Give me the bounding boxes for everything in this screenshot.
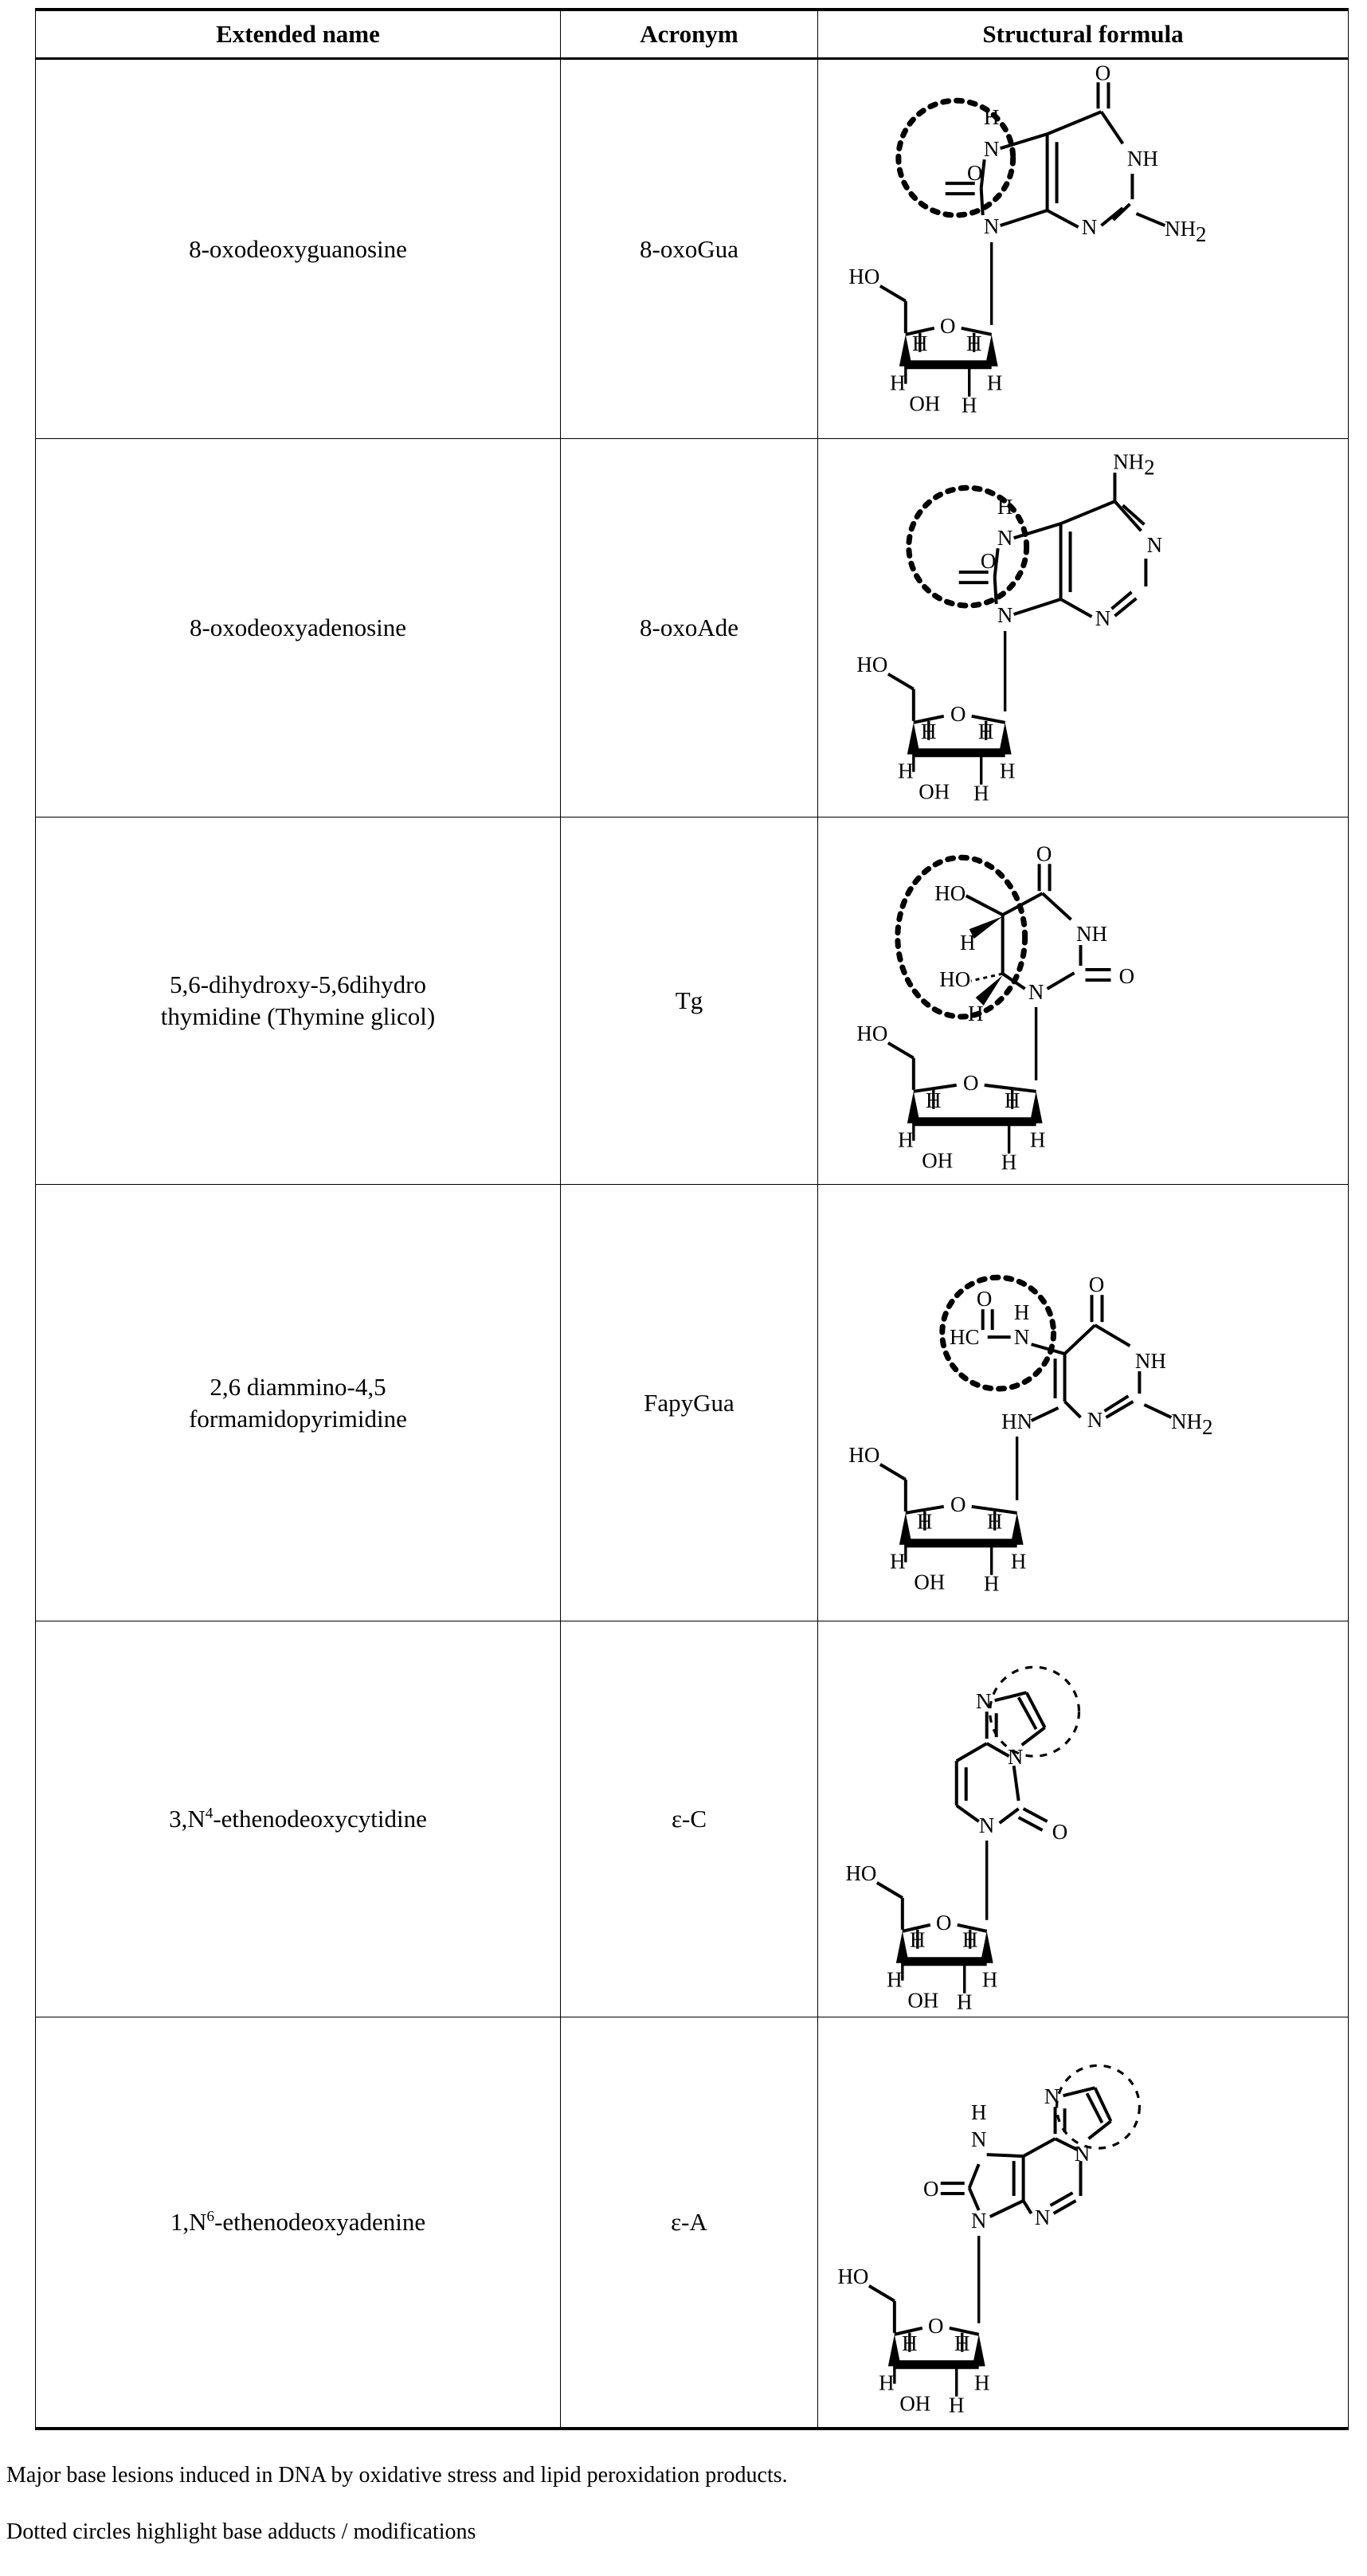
atom-label-H1p: H (962, 1927, 978, 1952)
atom-label-O: O (980, 549, 997, 574)
table-row (36, 439, 1349, 817)
atom-label-OH3: OH (909, 391, 941, 416)
atom-label-HO5p: HO (845, 1860, 877, 1885)
caption-line-1: Major base lesions induced in DNA by oxidative stress and lipid peroxidation products. (6, 2462, 788, 2488)
structural-formula-fapygua (818, 1185, 1349, 1621)
lesion-acronym: 8-oxoGua (561, 59, 818, 439)
lesion-name-suffix: -ethenodeoxyadenine (214, 2207, 426, 2236)
column-header-acronym: Acronym (561, 10, 818, 59)
atom-label-HO5: HO (934, 881, 966, 906)
chem-structure-svg (818, 2019, 1348, 2425)
table-row (36, 1185, 1349, 1621)
atom-label-HO5p: HO (837, 2264, 869, 2288)
lesion-name (36, 2017, 561, 2429)
atom-label-N7: N (997, 526, 1013, 551)
atom-label-O4-ring: O (950, 701, 966, 726)
structural-formula-8-oxoade (818, 439, 1349, 817)
atom-label-H3p: H (879, 2370, 895, 2395)
lesion-name (36, 1185, 561, 1621)
lesion-name-line2: thymidine (Thymine glicol) (160, 1002, 436, 1030)
chem-structure-svg (818, 817, 1348, 1184)
lesion-name-prefix: 1,N (170, 2207, 207, 2236)
atom-label-N-etheno: N (975, 1689, 992, 1714)
lesion-name-line1: 2,6 diammino-4,5 (210, 1372, 386, 1401)
atom-label-H2p: H (902, 2331, 918, 2355)
chem-structure-svg (818, 441, 1348, 815)
atom-label-N1: N (1074, 2141, 1091, 2166)
atom-label-N3: N (1081, 214, 1098, 239)
atom-label-O6: O (1095, 61, 1111, 84)
atom-label-H2a: H (1010, 1549, 1027, 1574)
table-row (36, 2017, 1349, 2429)
atom-label-H1p: H (977, 719, 994, 743)
atom-label-H: H (983, 104, 1000, 129)
atom-label-H3p: H (887, 1967, 903, 1992)
atom-label-H1p: H (1004, 1088, 1020, 1112)
atom-label-NH2: NH2 (1113, 449, 1155, 480)
atom-label-O4-ring: O (940, 313, 956, 338)
atom-label-OH3: OH (919, 779, 950, 804)
atom-label-O2: O (1052, 1819, 1068, 1844)
atom-label-N1H: NH (1126, 146, 1158, 171)
atom-label-H3p: H (898, 1127, 914, 1152)
atom-label-N9: N (997, 603, 1013, 628)
lesion-acronym: Tg (561, 817, 818, 1185)
atom-label-N1: N (1087, 1407, 1103, 1432)
table-header-row (36, 10, 1349, 59)
atom-label-O6: O (1088, 1272, 1105, 1296)
atom-label-H2p: H (921, 719, 937, 743)
atom-label-HO5p: HO (848, 1442, 880, 1467)
lesion-name: 8-oxodeoxyadenosine (36, 439, 561, 817)
atom-label-N3H: NH (1134, 1348, 1166, 1373)
atom-label-H1p: H (986, 1509, 1003, 1534)
column-header-extended-name: Extended name (36, 10, 561, 59)
lesion-acronym: ε-C (561, 1621, 818, 2017)
atom-label-HO5p: HO (856, 1021, 888, 1045)
highlight-dashed-circle (990, 1667, 1079, 1756)
column-header-structural-formula: Structural formula (818, 10, 1349, 59)
atom-label-O4: O (1036, 841, 1052, 866)
atom-label-O4-ring: O (962, 1070, 979, 1095)
atom-label-HO5: HO (848, 264, 880, 288)
atom-label-N3H: NH (1076, 922, 1107, 947)
atom-label-OH3: OH (899, 2391, 931, 2416)
atom-label-H2p: H (912, 331, 928, 355)
atom-label-H1p: H (966, 331, 982, 355)
atom-label-OH3: OH (907, 1988, 939, 2013)
atom-label-O: O (966, 160, 983, 185)
atom-label-O-formamido: O (976, 1286, 993, 1311)
lesion-acronym: 8-oxoAde (561, 439, 818, 817)
figure-page (0, 8, 1367, 2546)
atom-label-N9: N (970, 2208, 987, 2233)
structural-formula-epsilon-c (818, 1621, 1349, 2017)
atom-label-O4-ring: O (928, 2313, 944, 2338)
atom-label-H1p: H (954, 2331, 970, 2355)
lesion-acronym: ε-A (561, 2017, 818, 2429)
atom-label-N3: N (1034, 2205, 1051, 2229)
lesion-name-line1: 5,6-dihydroxy-5,6dihydro (169, 970, 427, 999)
atom-label-H2a: H (986, 371, 1003, 395)
caption-line-2: Dotted circles highlight base adducts / modifications (6, 2519, 476, 2545)
atom-label-H2b: H (1001, 1150, 1017, 1174)
lesion-name: 8-oxodeoxyguanosine (36, 59, 561, 439)
structural-formula-tg (818, 817, 1349, 1185)
atom-label-HC: HC (950, 1324, 980, 1349)
highlight-dashed-circle (1057, 2065, 1140, 2148)
atom-label-OH3: OH (914, 1570, 946, 1594)
atom-label-N9: N (983, 214, 1000, 238)
lesion-name-superscript: 6 (206, 2208, 215, 2225)
atom-label-NH2: NH2 (1171, 1409, 1213, 1439)
atom-label-H2b: H (973, 781, 989, 806)
lesion-name (36, 1621, 561, 2017)
atom-label-N-formamido: N (1013, 1324, 1030, 1349)
atom-label-O4-ring: O (950, 1492, 966, 1516)
lesion-name-superscript: 4 (205, 1805, 213, 1822)
atom-label-H2p: H (917, 1509, 933, 1534)
atom-label-H2a: H (973, 2370, 990, 2395)
atom-label-N3: N (1095, 606, 1111, 631)
atom-label-HO5: HO (856, 652, 888, 676)
table-row (36, 59, 1349, 439)
atom-label-H: H (997, 495, 1013, 520)
atom-label-H2a: H (999, 759, 1016, 783)
lesion-name-prefix: 3,N (169, 1805, 206, 1833)
lesion-acronym: FapyGua (561, 1185, 818, 1621)
atom-label-H-formamido: H (1013, 1300, 1030, 1324)
atom-label-NH2: NH2 (1165, 216, 1207, 246)
atom-label-H3p: H (890, 371, 906, 395)
atom-label-N1: N (1146, 533, 1163, 558)
atom-label-H2b: H (983, 1571, 1000, 1596)
lesion-name-line2: formamidopyrimidine (189, 1404, 407, 1433)
atom-label-N7: N (970, 2127, 987, 2151)
atom-label-N9: N (1007, 1745, 1024, 1770)
chem-structure-svg (818, 1188, 1348, 1618)
atom-label-N1: N (1028, 980, 1044, 1005)
atom-label-H2a: H (1029, 1127, 1046, 1152)
atom-label-H3p: H (898, 759, 914, 783)
atom-label-H3p: H (890, 1549, 906, 1574)
chem-structure-svg (818, 62, 1348, 437)
table-row (36, 1621, 1349, 2017)
atom-label-H7: H (970, 2100, 987, 2124)
atom-label-O8: O (923, 2176, 939, 2201)
atom-label-N1: N (978, 1813, 995, 1837)
atom-label-O2: O (1118, 964, 1135, 989)
structural-formula-8-oxogua (818, 59, 1349, 439)
atom-label-O4-ring: O (936, 1910, 952, 1935)
lesion-name (36, 817, 561, 1185)
atom-label-H2a: H (981, 1967, 998, 1992)
atom-label-H2p: H (926, 1088, 942, 1112)
atom-label-HN-glycosidic: HN (1001, 1409, 1033, 1433)
lesion-name-suffix: -ethenodeoxycytidine (213, 1805, 427, 1833)
atom-label-N7: N (983, 136, 1000, 161)
atom-label-H2b: H (956, 1990, 973, 2014)
atom-label-H2p: H (910, 1927, 926, 1952)
atom-label-H2b: H (961, 393, 977, 418)
atom-label-HO6: HO (939, 967, 971, 992)
atom-label-OH3: OH (922, 1148, 954, 1173)
table-row (36, 817, 1349, 1185)
atom-label-H2b: H (949, 2393, 965, 2417)
atom-label-H6: H (967, 1001, 984, 1025)
chem-structure-svg (818, 1624, 1348, 2014)
structural-formula-epsilon-a (818, 2017, 1349, 2429)
atom-label-H5: H (959, 931, 976, 955)
atom-label-N-etheno: N (1044, 2084, 1060, 2108)
base-lesions-table (35, 8, 1349, 2430)
